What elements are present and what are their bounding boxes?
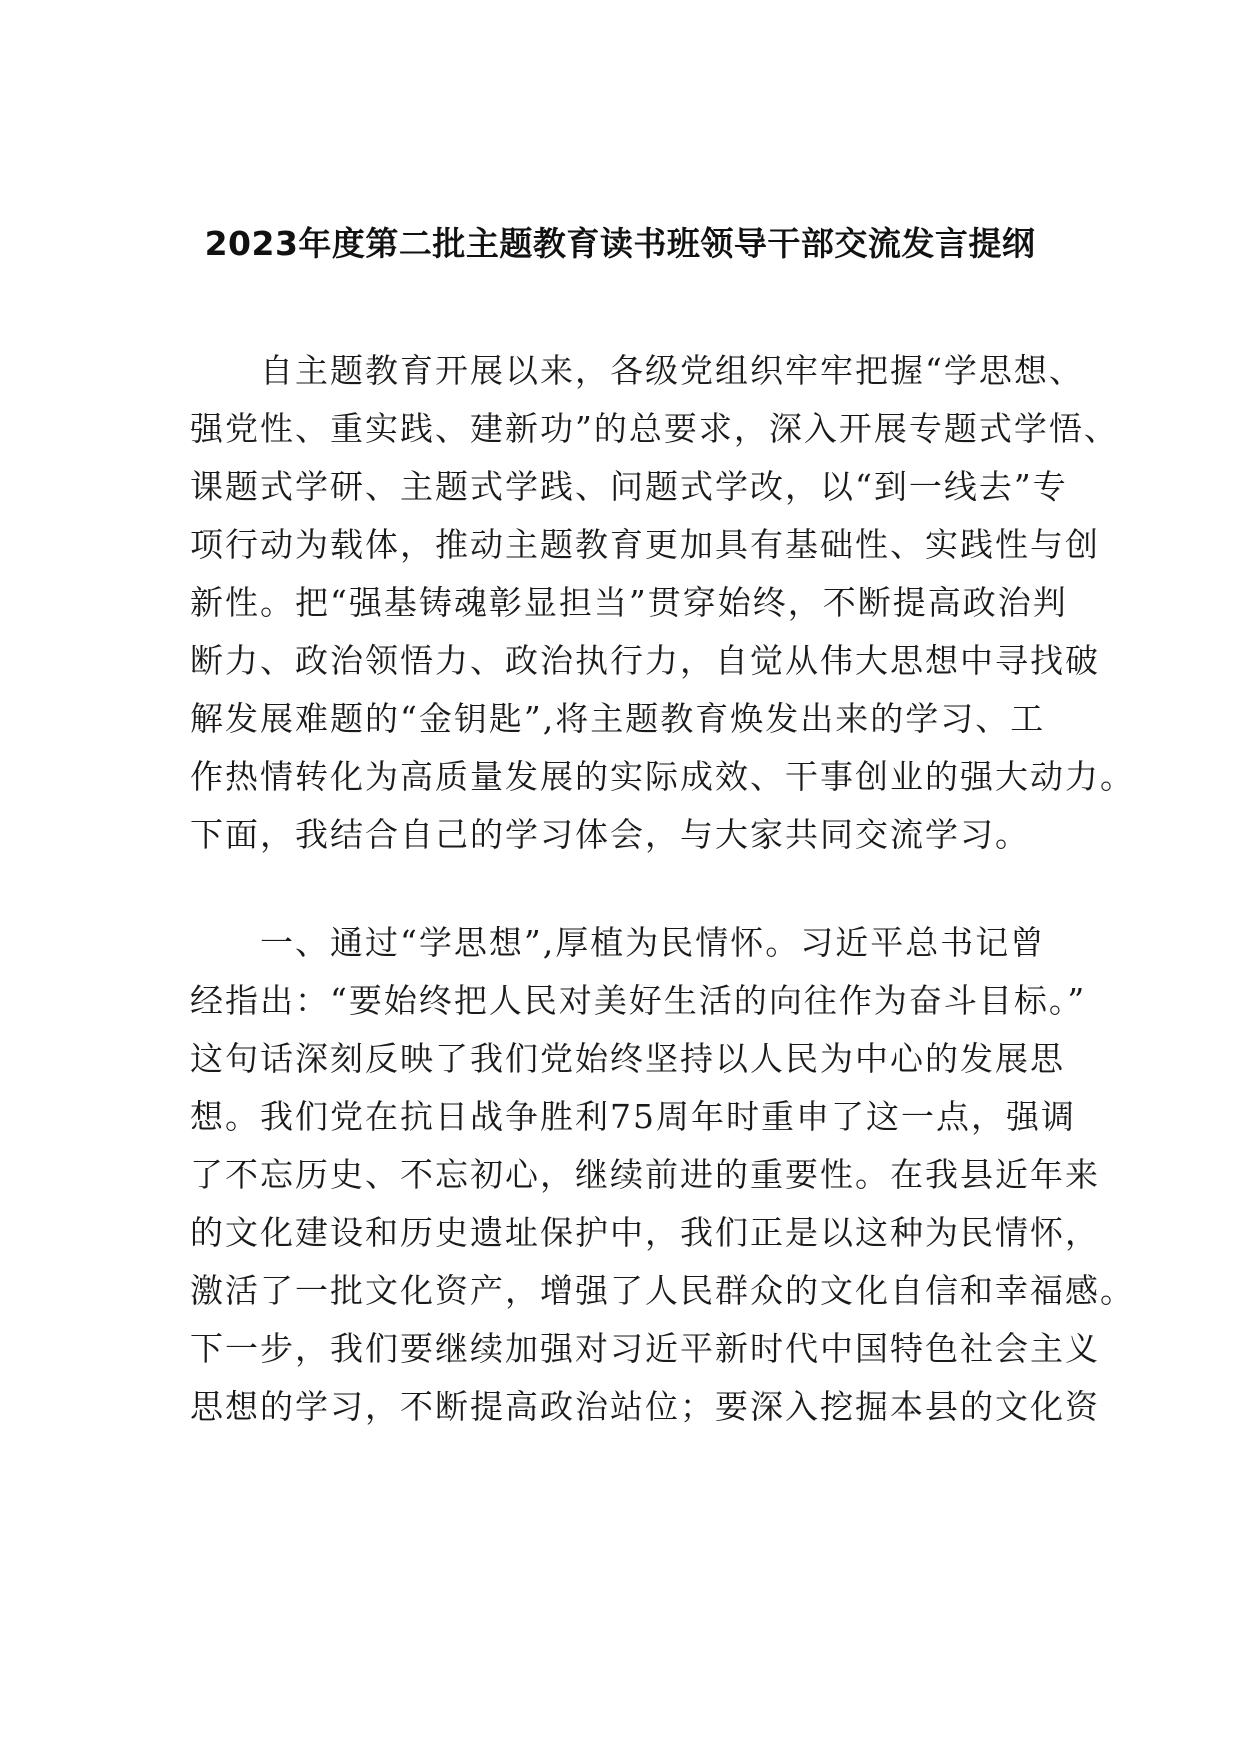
text-line: 解发展难题的“金钥匙”,将主题教育焕发出来的学习、工 (190, 699, 1046, 738)
text-line: 这句话深刻反映了我们党始终坚持以人民为中心的发展思 (190, 1039, 1065, 1078)
text-line: 自主题教育开展以来，各级党组织牢牢把握“学思想、 (260, 351, 1084, 390)
text-line: 一、通过“学思想”,厚植为民情怀。习近平总书记曾 (260, 923, 1046, 962)
text-line: 激活了一批文化资产，增强了人民群众的文化自信和幸福感。 (190, 1271, 1135, 1310)
text-line: 强党性、重实践、建新功”的总要求，深入开展专题式学悟、 (190, 409, 1119, 448)
text-line: 了不忘历史、不忘初心，继续前进的重要性。在我县近年来 (190, 1155, 1100, 1194)
intro-paragraph (190, 342, 1135, 864)
text-line: 下面，我结合自己的学习体会，与大家共同交流学习。 (190, 815, 1030, 854)
text-line: 的文化建设和历史遗址保护中，我们正是以这种为民情怀， (190, 1213, 1100, 1252)
text-line: 思想的学习，不断提高政治站位；要深入挖掘本县的文化资 (190, 1387, 1100, 1426)
text-line: 断力、政治领悟力、政治执行力，自觉从伟大思想中寻找破 (190, 641, 1100, 680)
section-one-paragraph (190, 914, 1135, 1436)
text-line: 课题式学研、主题式学践、问题式学改，以“到一线去”专 (190, 467, 1068, 506)
text-line: 新性。把“强基铸魂彰显担当”贯穿始终，不断提高政治判 (190, 583, 1068, 622)
text-line: 作热情转化为高质量发展的实际成效、干事创业的强大动力。 (190, 757, 1135, 796)
text-line: 项行动为载体，推动主题教育更加具有基础性、实践性与创 (190, 525, 1100, 564)
text-line: 想。我们党在抗日战争胜利75周年时重申了这一点，强调 (190, 1097, 1076, 1136)
text-line: 下一步，我们要继续加强对习近平新时代中国特色社会主义 (190, 1329, 1100, 1368)
text-line: 经指出：“要始终把人民对美好生活的向往作为奋斗目标。” (190, 981, 1087, 1020)
document-title: 2023年度第二批主题教育读书班领导干部交流发言提纲 (204, 224, 1036, 263)
